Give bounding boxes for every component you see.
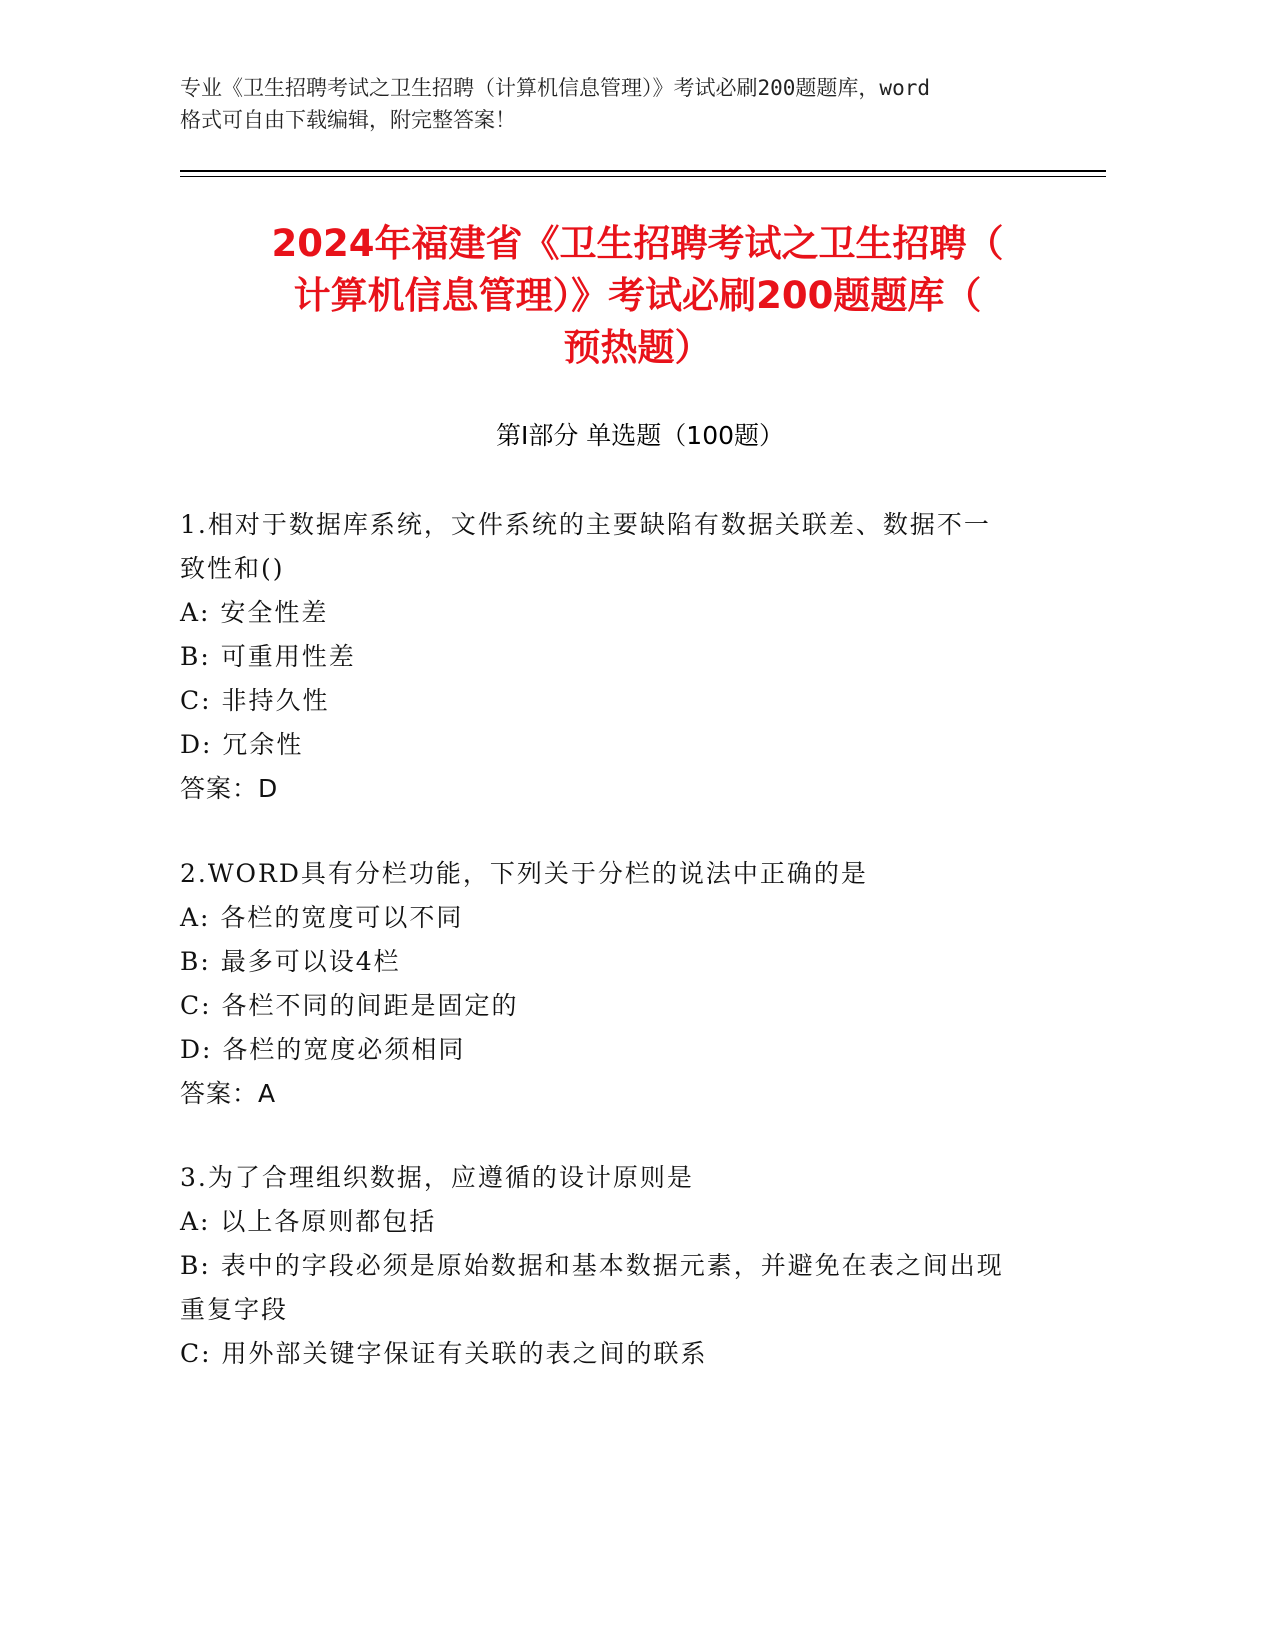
question-stem: 2.WORD具有分栏功能，下列关于分栏的说法中正确的是	[180, 859, 868, 888]
option-b: B: 最多可以设4栏	[180, 947, 401, 976]
answer-line: 答案：A	[180, 1079, 277, 1108]
header-divider-thin	[180, 176, 1106, 177]
header-note-line-2: 格式可自由下载编辑，附完整答案！	[180, 108, 516, 132]
question-stem-continued: 致性和()	[180, 554, 285, 583]
question-2	[180, 852, 1080, 1116]
question-stem: 3.为了合理组织数据，应遵循的设计原则是	[180, 1163, 694, 1192]
answer-line: 答案：D	[180, 774, 279, 803]
option-c: C: 各栏不同的间距是固定的	[180, 991, 519, 1020]
option-b: B: 可重用性差	[180, 642, 356, 671]
title-line-2: 计算机信息管理）》考试必刷200题题库（	[293, 274, 982, 317]
question-3	[180, 1156, 1080, 1376]
option-c: C: 非持久性	[180, 686, 330, 715]
document-title	[150, 218, 1125, 374]
option-a: A: 安全性差	[180, 598, 329, 627]
option-a: A: 各栏的宽度可以不同	[180, 903, 464, 932]
option-d: D: 各栏的宽度必须相同	[180, 1035, 466, 1064]
title-line-1: 2024年福建省《卫生招聘考试之卫生招聘（	[271, 222, 1004, 265]
option-b-continued: 重复字段	[180, 1295, 289, 1324]
section-heading: 第Ⅰ部分 单选题（100题）	[495, 421, 785, 450]
header-divider-thick	[180, 170, 1106, 172]
question-1	[180, 503, 1080, 811]
option-a: A: 以上各原则都包括	[180, 1207, 437, 1236]
header-note-line-1: 专业《卫生招聘考试之卫生招聘（计算机信息管理）》考试必刷200题题库，word	[180, 76, 930, 100]
option-c: C: 用外部关键字保证有关联的表之间的联系	[180, 1339, 708, 1368]
title-line-3: 预热题）	[563, 326, 712, 369]
option-d: D: 冗余性	[180, 730, 304, 759]
option-b: B: 表中的字段必须是原始数据和基本数据元素，并避免在表之间出现	[180, 1251, 1004, 1280]
question-stem: 1.相对于数据库系统，文件系统的主要缺陷有数据关联差、数据不一	[180, 510, 991, 539]
header-note	[180, 72, 1100, 136]
